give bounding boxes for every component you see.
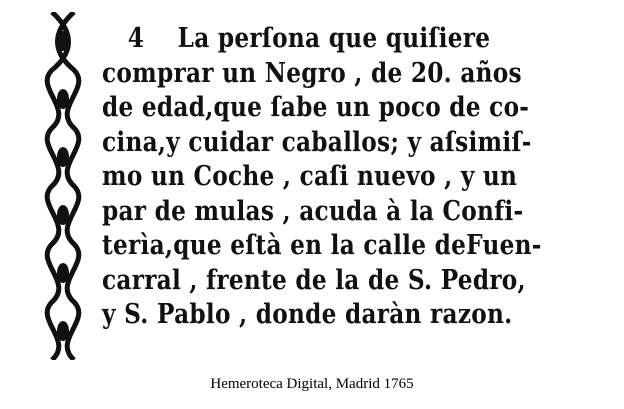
advertisement-line: mo un Coche , caſi nuevo , y un bbox=[102, 161, 518, 192]
advertisement-text bbox=[102, 22, 586, 333]
advertisement-line: carral , frente de la de S. Pedro, bbox=[102, 264, 526, 296]
advertisement-number: 4 bbox=[127, 23, 145, 54]
advertisement-line: y S. Pablo , donde daràn razon. bbox=[102, 299, 513, 330]
advertisement-line: terìa,que eſtà en la calle deFuen- bbox=[102, 230, 542, 261]
advertisement-line bbox=[102, 22, 518, 57]
image-caption: Hemeroteca Digital, Madrid 1765 bbox=[210, 376, 414, 392]
advertisement-line: cina,y cuidar caballos; y aſsimiſ- bbox=[102, 126, 532, 158]
newspaper-scan bbox=[40, 12, 592, 360]
ornamental-border-icon bbox=[44, 12, 84, 360]
advertisement-line-text: La perſona que quiſiere bbox=[177, 23, 491, 54]
advertisement-line: comprar un Negro , de 20. años bbox=[102, 57, 522, 89]
advertisement-line: de edad,que ſabe un poco de co- bbox=[102, 92, 530, 123]
advertisement-line: par de mulas , acuda à la Confi- bbox=[102, 195, 524, 227]
